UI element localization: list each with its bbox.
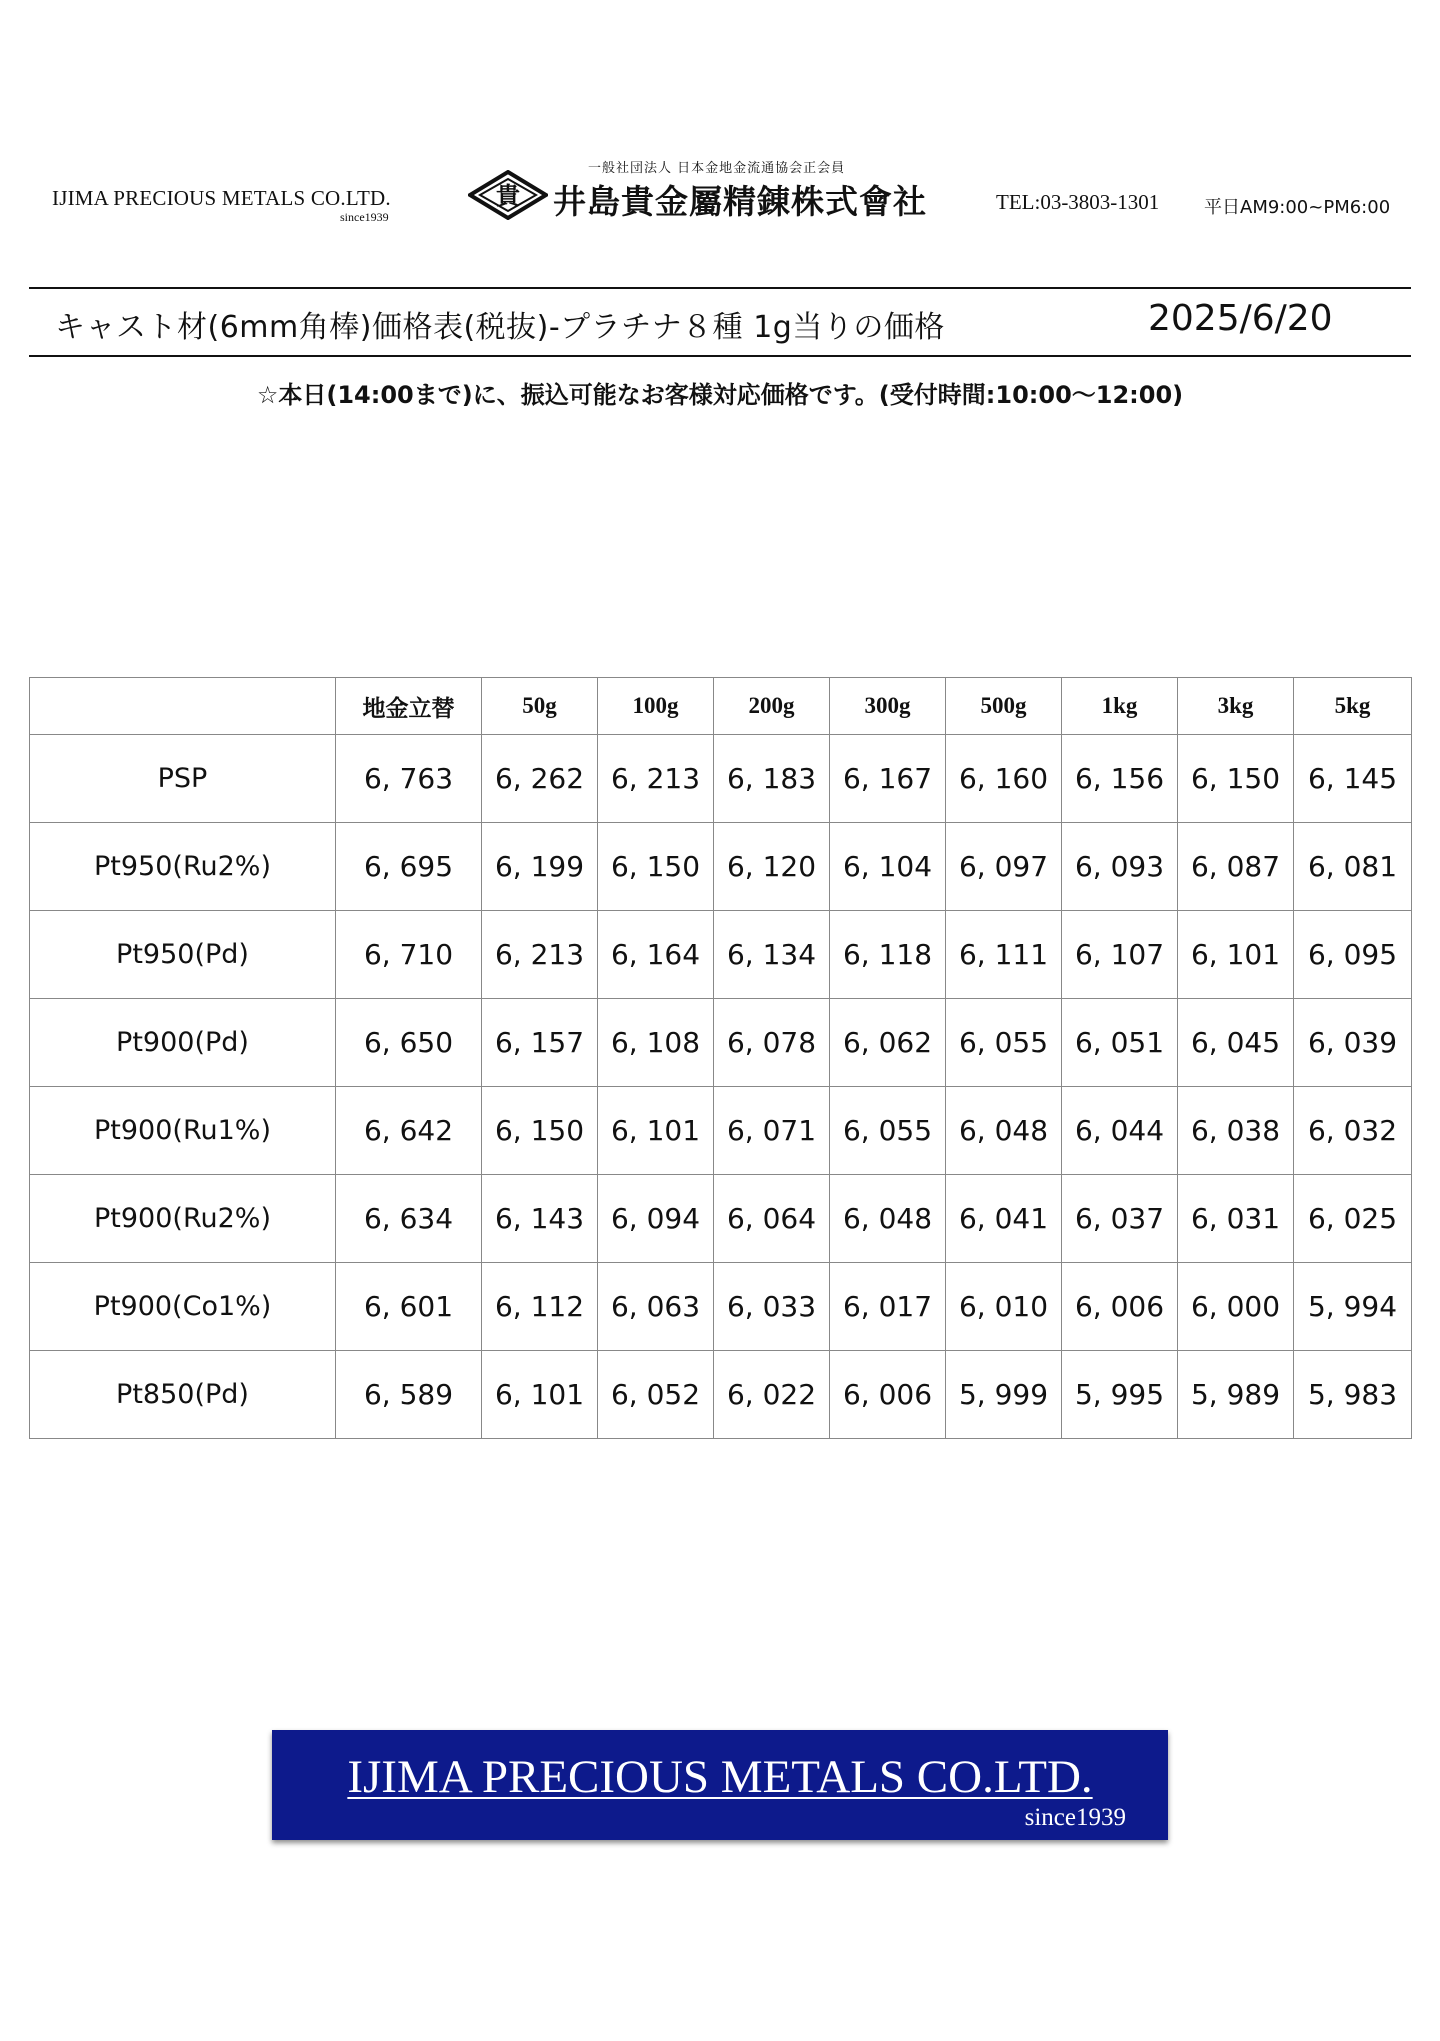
row-label: Pt950(Pd) <box>30 911 336 999</box>
price-cell: 6, 022 <box>714 1351 830 1439</box>
row-label: Pt900(Pd) <box>30 999 336 1087</box>
brand-since-small: since1939 <box>340 210 389 224</box>
price-cell: 6, 101 <box>598 1087 714 1175</box>
column-header: 1kg <box>1062 678 1178 735</box>
row-label: PSP <box>30 735 336 823</box>
price-cell: 6, 164 <box>598 911 714 999</box>
price-cell: 6, 055 <box>830 1087 946 1175</box>
price-cell: 6, 000 <box>1178 1263 1294 1351</box>
column-header: 50g <box>482 678 598 735</box>
column-header: 300g <box>830 678 946 735</box>
price-cell: 6, 006 <box>830 1351 946 1439</box>
price-cell: 6, 601 <box>336 1263 482 1351</box>
company-name: 井島貴金屬精錬株式會社 <box>553 182 927 221</box>
brand-name-small: IJIMA PRECIOUS METALS CO.LTD. <box>52 186 391 210</box>
price-cell: 6, 078 <box>714 999 830 1087</box>
price-cell: 6, 039 <box>1294 999 1412 1087</box>
price-cell: 6, 763 <box>336 735 482 823</box>
price-cell: 6, 064 <box>714 1175 830 1263</box>
column-header: 5kg <box>1294 678 1412 735</box>
price-cell: 6, 044 <box>1062 1087 1178 1175</box>
price-cell: 6, 094 <box>598 1175 714 1263</box>
row-label: Pt900(Ru1%) <box>30 1087 336 1175</box>
row-label: Pt900(Ru2%) <box>30 1175 336 1263</box>
banner-company-name: IJIMA PRECIOUS METALS CO.LTD. <box>347 1751 1093 1803</box>
phone-number: TEL:03-3803-1301 <box>996 190 1160 214</box>
table-row <box>30 735 1412 823</box>
price-cell: 6, 111 <box>946 911 1062 999</box>
price-cell: 6, 589 <box>336 1351 482 1439</box>
price-notice: ☆本日(14:00まで)に、振込可能なお客様対応価格です。(受付時間:10:00～12:00) <box>256 381 1184 409</box>
price-cell: 6, 097 <box>946 823 1062 911</box>
row-label: Pt900(Co1%) <box>30 1263 336 1351</box>
price-cell: 6, 710 <box>336 911 482 999</box>
price-cell: 6, 033 <box>714 1263 830 1351</box>
price-cell: 6, 038 <box>1178 1087 1294 1175</box>
price-cell: 6, 095 <box>1294 911 1412 999</box>
price-cell: 6, 063 <box>598 1263 714 1351</box>
price-cell: 6, 045 <box>1178 999 1294 1087</box>
price-cell: 6, 134 <box>714 911 830 999</box>
table-row <box>30 999 1412 1087</box>
title-rule-bottom <box>29 355 1411 357</box>
row-label: Pt850(Pd) <box>30 1351 336 1439</box>
table-row <box>30 911 1412 999</box>
price-cell: 6, 006 <box>1062 1263 1178 1351</box>
column-header: 100g <box>598 678 714 735</box>
column-header: 500g <box>946 678 1062 735</box>
column-header: 3kg <box>1178 678 1294 735</box>
business-hours: 平日AM9:00~PM6:00 <box>1204 197 1391 218</box>
price-cell: 6, 010 <box>946 1263 1062 1351</box>
price-cell: 6, 199 <box>482 823 598 911</box>
price-cell: 6, 145 <box>1294 735 1412 823</box>
price-cell: 6, 112 <box>482 1263 598 1351</box>
price-cell: 6, 052 <box>598 1351 714 1439</box>
price-cell: 5, 983 <box>1294 1351 1412 1439</box>
banner-since: since1939 <box>1024 1804 1126 1831</box>
price-cell: 6, 650 <box>336 999 482 1087</box>
price-cell: 6, 048 <box>946 1087 1062 1175</box>
price-cell: 5, 989 <box>1178 1351 1294 1439</box>
price-cell: 6, 150 <box>482 1087 598 1175</box>
column-header: 地金立替 <box>336 678 482 735</box>
price-cell: 6, 642 <box>336 1087 482 1175</box>
company-logo-char: 貴 <box>496 182 520 210</box>
table-row <box>30 1175 1412 1263</box>
price-cell: 6, 118 <box>830 911 946 999</box>
price-cell: 6, 025 <box>1294 1175 1412 1263</box>
price-cell: 6, 262 <box>482 735 598 823</box>
price-cell: 6, 087 <box>1178 823 1294 911</box>
price-cell: 6, 081 <box>1294 823 1412 911</box>
table-row <box>30 823 1412 911</box>
price-cell: 6, 048 <box>830 1175 946 1263</box>
price-cell: 6, 143 <box>482 1175 598 1263</box>
company-banner <box>272 1730 1168 1840</box>
document-date: 2025/6/20 <box>1148 298 1333 339</box>
title-rule-top <box>29 287 1411 289</box>
price-cell: 6, 032 <box>1294 1087 1412 1175</box>
price-cell: 6, 213 <box>598 735 714 823</box>
price-cell: 6, 051 <box>1062 999 1178 1087</box>
price-cell: 6, 101 <box>482 1351 598 1439</box>
price-cell: 6, 157 <box>482 999 598 1087</box>
column-header <box>30 678 336 735</box>
price-cell: 6, 160 <box>946 735 1062 823</box>
price-cell: 6, 150 <box>1178 735 1294 823</box>
document-title: キャスト材(6mm角棒)価格表(税抜)-プラチナ８種 1g当りの価格 <box>55 310 945 345</box>
price-cell: 5, 994 <box>1294 1263 1412 1351</box>
price-cell: 6, 017 <box>830 1263 946 1351</box>
price-cell: 6, 107 <box>1062 911 1178 999</box>
price-cell: 6, 104 <box>830 823 946 911</box>
price-cell: 6, 150 <box>598 823 714 911</box>
price-cell: 5, 995 <box>1062 1351 1178 1439</box>
price-cell: 6, 120 <box>714 823 830 911</box>
table-header-row <box>30 678 1412 735</box>
price-cell: 6, 101 <box>1178 911 1294 999</box>
price-cell: 5, 999 <box>946 1351 1062 1439</box>
company-logo-icon <box>468 170 548 220</box>
table-row <box>30 1263 1412 1351</box>
price-cell: 6, 037 <box>1062 1175 1178 1263</box>
association-membership: 一般社団法人 日本金地金流通協会正会員 <box>588 161 846 176</box>
price-cell: 6, 093 <box>1062 823 1178 911</box>
price-cell: 6, 031 <box>1178 1175 1294 1263</box>
price-cell: 6, 156 <box>1062 735 1178 823</box>
row-label: Pt950(Ru2%) <box>30 823 336 911</box>
price-cell: 6, 183 <box>714 735 830 823</box>
table-row <box>30 1087 1412 1175</box>
price-cell: 6, 108 <box>598 999 714 1087</box>
price-cell: 6, 167 <box>830 735 946 823</box>
price-cell: 6, 062 <box>830 999 946 1087</box>
price-cell: 6, 213 <box>482 911 598 999</box>
column-header: 200g <box>714 678 830 735</box>
price-cell: 6, 041 <box>946 1175 1062 1263</box>
price-table <box>29 677 1412 1439</box>
table-row <box>30 1351 1412 1439</box>
price-cell: 6, 071 <box>714 1087 830 1175</box>
price-cell: 6, 695 <box>336 823 482 911</box>
price-cell: 6, 634 <box>336 1175 482 1263</box>
price-cell: 6, 055 <box>946 999 1062 1087</box>
